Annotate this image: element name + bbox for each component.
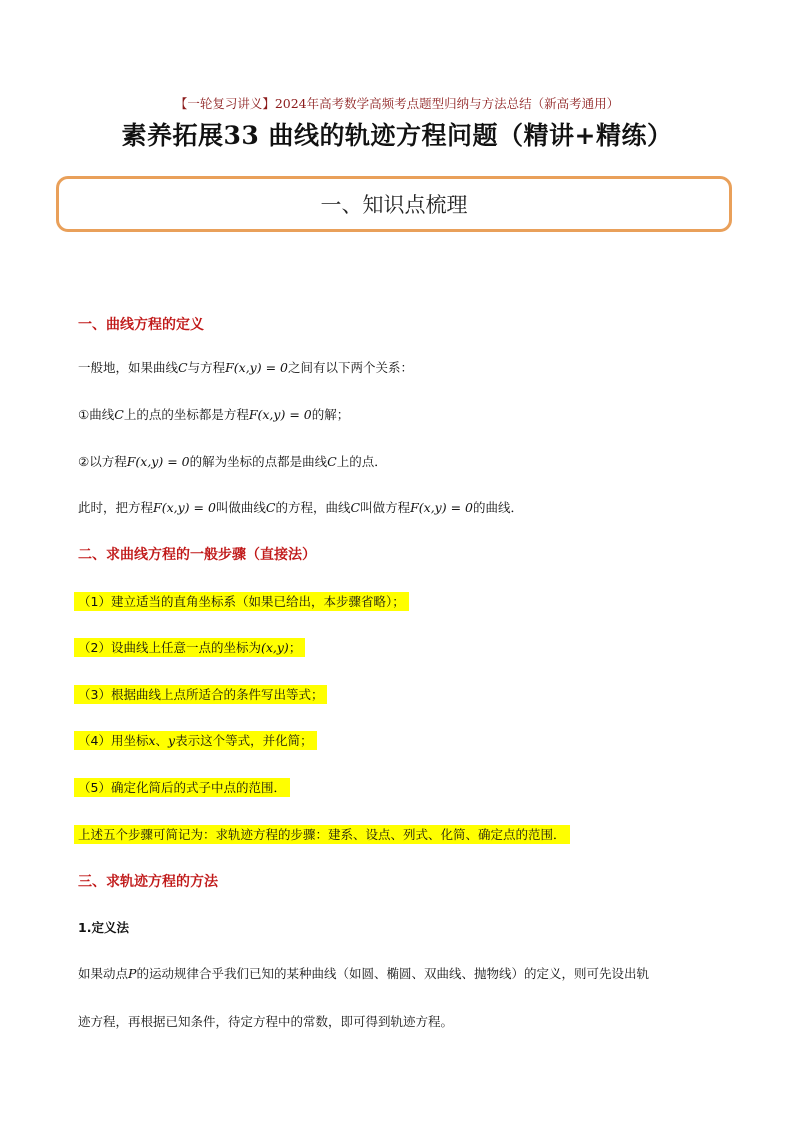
step-5 bbox=[78, 778, 290, 796]
text: 的曲线． bbox=[473, 500, 524, 515]
definition-item-1 bbox=[78, 405, 349, 423]
math-equation: F(x,y) = 0 bbox=[225, 360, 288, 375]
section1-heading: 一、曲线方程的定义 bbox=[78, 317, 204, 333]
text: 以方程 bbox=[89, 454, 127, 469]
series-subtitle: 【一轮复习讲义】2024年高考数学高频考点题型归纳与方法总结（新高考通用） bbox=[174, 96, 620, 111]
math-equation: F(x,y) = 0 bbox=[126, 454, 190, 469]
text: 上的点的坐标都是方程 bbox=[123, 407, 249, 422]
page-title: 素养拓展33 曲线的轨迹方程问题（精讲+精练） bbox=[121, 121, 673, 150]
item-number: ① bbox=[78, 407, 90, 422]
text: 、 bbox=[155, 733, 169, 748]
math-curve: C bbox=[178, 360, 188, 375]
highlighted-text: 上述五个步骤可简记为：求轨迹方程的步骤：建系、设点、列式、化简、确定点的范围． bbox=[74, 825, 570, 844]
section2-heading: 二、求曲线方程的一般步骤（直接法） bbox=[78, 547, 316, 563]
math-point: (x,y) bbox=[260, 640, 289, 655]
text: 与方程 bbox=[187, 360, 226, 375]
math-equation: F(x,y) = 0 bbox=[248, 407, 312, 422]
step-1 bbox=[78, 592, 409, 610]
text: 叫做曲线 bbox=[215, 500, 266, 515]
math-y: y bbox=[168, 733, 176, 748]
step-3 bbox=[78, 685, 327, 703]
text: 如果动点 bbox=[78, 966, 129, 981]
text: 的方程，曲线 bbox=[275, 500, 351, 515]
section3-heading: 三、求轨迹方程的方法 bbox=[78, 874, 218, 890]
banner-label: 一、知识点梳理 bbox=[320, 193, 468, 217]
text: 的解为坐标的点都是曲线 bbox=[189, 454, 328, 469]
text: ； bbox=[288, 640, 302, 655]
math-curve: C bbox=[327, 454, 337, 469]
section-banner bbox=[56, 176, 732, 232]
math-curve: C bbox=[114, 407, 124, 422]
text: 上的点． bbox=[336, 454, 387, 469]
math-point-p: P bbox=[128, 966, 137, 981]
text: 此时，把方程 bbox=[78, 500, 154, 515]
definition-conclusion bbox=[78, 498, 523, 516]
text: 的运动规律合乎我们已知的某种曲线（如圆、椭圆、双曲线、抛物线）的定义，则可先设出轨 bbox=[136, 966, 649, 981]
math-curve: C bbox=[350, 500, 361, 515]
method1-title: 1.定义法 bbox=[78, 920, 129, 935]
steps-summary bbox=[78, 825, 570, 843]
step-2 bbox=[78, 638, 305, 656]
highlighted-text: （1）建立适当的直角坐标系（如果已给出，本步骤省略）； bbox=[74, 592, 409, 611]
definition-item-2 bbox=[78, 452, 387, 470]
text: 的解； bbox=[311, 407, 350, 422]
math-x: x bbox=[148, 733, 156, 748]
step-4 bbox=[78, 731, 317, 749]
method1-line-2: 迹方程，再根据已知条件，待定方程中的常数，即可得到轨迹方程。 bbox=[78, 1014, 454, 1029]
definition-intro bbox=[78, 358, 413, 376]
item-number: ② bbox=[78, 454, 90, 469]
math-equation: F(x,y) = 0 bbox=[153, 500, 216, 515]
highlighted-text: （3）根据曲线上点所适合的条件写出等式； bbox=[74, 685, 327, 704]
text: 一般地，如果曲线 bbox=[78, 360, 179, 375]
math-curve: C bbox=[265, 500, 276, 515]
text: 之间有以下两个关系： bbox=[288, 360, 414, 375]
text: （4）用坐标 bbox=[78, 733, 149, 748]
method1-line-1 bbox=[78, 964, 649, 982]
highlighted-text: （5）确定化简后的式子中点的范围． bbox=[74, 778, 290, 797]
text: （2）设曲线上任意一点的坐标为 bbox=[78, 640, 261, 655]
text: 表示这个等式，并化简； bbox=[175, 733, 313, 748]
text: 叫做方程 bbox=[360, 500, 411, 515]
text: 曲线 bbox=[89, 407, 115, 422]
math-equation: F(x,y) = 0 bbox=[410, 500, 473, 515]
